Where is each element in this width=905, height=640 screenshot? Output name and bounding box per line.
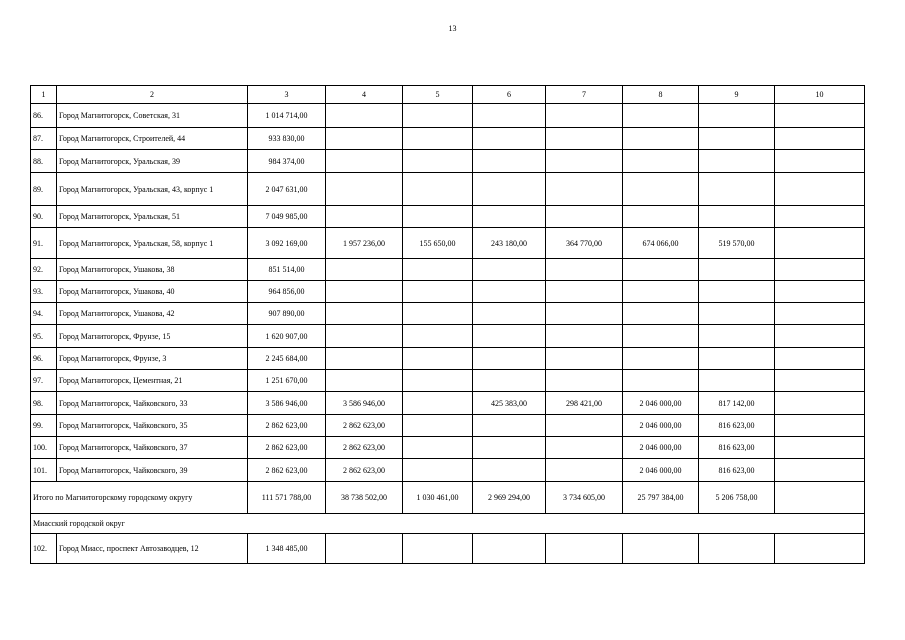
amount-cell-c10 xyxy=(775,128,865,150)
table-row xyxy=(31,259,865,281)
amount-cell-c4 xyxy=(326,281,403,303)
total-cell-c7: 3 734 605,00 xyxy=(546,482,623,514)
amount-cell-c3: 984 374,00 xyxy=(248,150,326,173)
column-number: 2 xyxy=(57,86,248,104)
table-row xyxy=(31,281,865,303)
amount-cell-c10 xyxy=(775,534,865,564)
row-number: 100. xyxy=(31,437,57,459)
amount-cell-c8 xyxy=(623,325,699,348)
amount-cell-c8: 2 046 000,00 xyxy=(623,437,699,459)
row-number: 95. xyxy=(31,325,57,348)
amount-cell-c7 xyxy=(546,104,623,128)
amount-cell-c7 xyxy=(546,303,623,325)
column-number: 4 xyxy=(326,86,403,104)
amount-cell-c7 xyxy=(546,173,623,206)
row-address: Город Магнитогорск, Чайковского, 39 xyxy=(57,459,248,482)
amount-cell-c6 xyxy=(473,437,546,459)
amount-cell-c4 xyxy=(326,150,403,173)
amount-cell-c7 xyxy=(546,459,623,482)
amount-cell-c6 xyxy=(473,150,546,173)
amount-cell-c8: 2 046 000,00 xyxy=(623,459,699,482)
amount-cell-c8 xyxy=(623,348,699,370)
amount-cell-c6 xyxy=(473,128,546,150)
row-address: Город Магнитогорск, Уральская, 51 xyxy=(57,206,248,228)
column-number: 3 xyxy=(248,86,326,104)
amount-cell-c4: 2 862 623,00 xyxy=(326,415,403,437)
amount-cell-c7 xyxy=(546,150,623,173)
row-address: Город Магнитогорск, Ушакова, 40 xyxy=(57,281,248,303)
amount-cell-c7 xyxy=(546,415,623,437)
amount-cell-c3: 2 862 623,00 xyxy=(248,415,326,437)
amount-cell-c9 xyxy=(699,303,775,325)
amount-cell-c10 xyxy=(775,281,865,303)
column-number: 6 xyxy=(473,86,546,104)
amount-cell-c8 xyxy=(623,128,699,150)
total-label: Итого по Магнитогорскому городскому округу xyxy=(31,482,248,514)
amount-cell-c6 xyxy=(473,281,546,303)
amount-cell-c7: 364 770,00 xyxy=(546,228,623,259)
row-address: Город Магнитогорск, Чайковского, 33 xyxy=(57,392,248,415)
amount-cell-c5: 155 650,00 xyxy=(403,228,473,259)
row-number: 97. xyxy=(31,370,57,392)
amount-cell-c6 xyxy=(473,259,546,281)
table-row xyxy=(31,534,865,564)
amount-cell-c8 xyxy=(623,534,699,564)
row-address: Город Миасс, проспект Автозаводцев, 12 xyxy=(57,534,248,564)
amount-cell-c4 xyxy=(326,173,403,206)
table-row xyxy=(31,206,865,228)
column-number: 8 xyxy=(623,86,699,104)
amount-cell-c10 xyxy=(775,392,865,415)
amount-cell-c5 xyxy=(403,325,473,348)
amount-cell-c4 xyxy=(326,104,403,128)
amount-cell-c9 xyxy=(699,104,775,128)
row-address: Город Магнитогорск, Ушакова, 38 xyxy=(57,259,248,281)
table-row xyxy=(31,437,865,459)
row-address: Город Магнитогорск, Уральская, 39 xyxy=(57,150,248,173)
amount-cell-c5 xyxy=(403,348,473,370)
row-address: Город Магнитогорск, Чайковского, 35 xyxy=(57,415,248,437)
row-address: Город Магнитогорск, Ушакова, 42 xyxy=(57,303,248,325)
amount-cell-c9 xyxy=(699,325,775,348)
amount-cell-c5 xyxy=(403,281,473,303)
amount-cell-c9 xyxy=(699,370,775,392)
amount-cell-c9 xyxy=(699,206,775,228)
amount-cell-c3: 907 890,00 xyxy=(248,303,326,325)
table-row xyxy=(31,104,865,128)
amount-cell-c9 xyxy=(699,128,775,150)
amount-cell-c3: 3 586 946,00 xyxy=(248,392,326,415)
amount-cell-c6 xyxy=(473,325,546,348)
amount-cell-c6: 425 383,00 xyxy=(473,392,546,415)
table-row xyxy=(31,173,865,206)
amount-cell-c8 xyxy=(623,303,699,325)
table-row xyxy=(31,370,865,392)
amount-cell-c4: 3 586 946,00 xyxy=(326,392,403,415)
amount-cell-c4 xyxy=(326,303,403,325)
amount-cell-c10 xyxy=(775,415,865,437)
row-number: 92. xyxy=(31,259,57,281)
amount-cell-c10 xyxy=(775,259,865,281)
row-address: Город Магнитогорск, Цементная, 21 xyxy=(57,370,248,392)
column-number: 9 xyxy=(699,86,775,104)
amount-cell-c10 xyxy=(775,150,865,173)
amount-cell-c6 xyxy=(473,370,546,392)
amount-cell-c9 xyxy=(699,281,775,303)
total-cell-c6: 2 969 294,00 xyxy=(473,482,546,514)
amount-cell-c3: 1 014 714,00 xyxy=(248,104,326,128)
amount-cell-c5 xyxy=(403,128,473,150)
amount-cell-c10 xyxy=(775,228,865,259)
total-cell-c9: 5 206 758,00 xyxy=(699,482,775,514)
amount-cell-c4 xyxy=(326,128,403,150)
amount-cell-c5 xyxy=(403,392,473,415)
amount-cell-c4: 2 862 623,00 xyxy=(326,437,403,459)
row-number: 89. xyxy=(31,173,57,206)
amount-cell-c6 xyxy=(473,415,546,437)
row-number: 87. xyxy=(31,128,57,150)
amount-cell-c7 xyxy=(546,437,623,459)
amount-cell-c6 xyxy=(473,206,546,228)
amount-cell-c5 xyxy=(403,303,473,325)
amount-cell-c10 xyxy=(775,173,865,206)
row-address: Город Магнитогорск, Фрунзе, 3 xyxy=(57,348,248,370)
amount-cell-c4 xyxy=(326,259,403,281)
row-number: 91. xyxy=(31,228,57,259)
amount-cell-c10 xyxy=(775,459,865,482)
amount-cell-c5 xyxy=(403,150,473,173)
amount-cell-c7 xyxy=(546,348,623,370)
amount-cell-c8 xyxy=(623,281,699,303)
amount-cell-c8 xyxy=(623,173,699,206)
amount-cell-c10 xyxy=(775,303,865,325)
amount-cell-c7 xyxy=(546,325,623,348)
amount-cell-c3: 2 047 631,00 xyxy=(248,173,326,206)
amount-cell-c6 xyxy=(473,173,546,206)
row-number: 102. xyxy=(31,534,57,564)
amount-cell-c9: 816 623,00 xyxy=(699,459,775,482)
amount-cell-c10 xyxy=(775,206,865,228)
amount-cell-c8 xyxy=(623,104,699,128)
section-title: Миасский городской округ xyxy=(31,514,865,534)
amount-cell-c4: 1 957 236,00 xyxy=(326,228,403,259)
amount-cell-c8 xyxy=(623,150,699,173)
table-row xyxy=(31,150,865,173)
amount-cell-c5 xyxy=(403,534,473,564)
amount-cell-c5 xyxy=(403,459,473,482)
amount-cell-c4 xyxy=(326,206,403,228)
column-number: 7 xyxy=(546,86,623,104)
row-number: 88. xyxy=(31,150,57,173)
amount-cell-c7 xyxy=(546,370,623,392)
amount-cell-c6 xyxy=(473,348,546,370)
row-number: 93. xyxy=(31,281,57,303)
row-number: 99. xyxy=(31,415,57,437)
row-number: 94. xyxy=(31,303,57,325)
table-row xyxy=(31,128,865,150)
table-row xyxy=(31,303,865,325)
amount-cell-c8: 2 046 000,00 xyxy=(623,415,699,437)
table-row xyxy=(31,348,865,370)
total-cell-c10 xyxy=(775,482,865,514)
amount-cell-c5 xyxy=(403,415,473,437)
column-number-row xyxy=(31,86,865,104)
amount-cell-c8: 2 046 000,00 xyxy=(623,392,699,415)
amount-cell-c5 xyxy=(403,206,473,228)
amount-cell-c5 xyxy=(403,259,473,281)
amount-cell-c7 xyxy=(546,281,623,303)
amount-cell-c8 xyxy=(623,206,699,228)
amount-cell-c3: 2 862 623,00 xyxy=(248,459,326,482)
amount-cell-c3: 933 830,00 xyxy=(248,128,326,150)
total-cell-c3: 111 571 788,00 xyxy=(248,482,326,514)
total-row xyxy=(31,482,865,514)
amount-cell-c10 xyxy=(775,325,865,348)
amount-cell-c9 xyxy=(699,173,775,206)
amount-cell-c4 xyxy=(326,325,403,348)
amount-cell-c3: 1 251 670,00 xyxy=(248,370,326,392)
amount-cell-c9: 816 623,00 xyxy=(699,437,775,459)
page-number: 13 xyxy=(448,24,457,33)
row-address: Город Магнитогорск, Чайковского, 37 xyxy=(57,437,248,459)
row-address: Город Магнитогорск, Фрунзе, 15 xyxy=(57,325,248,348)
column-number: 5 xyxy=(403,86,473,104)
row-number: 101. xyxy=(31,459,57,482)
row-address: Город Магнитогорск, Строителей, 44 xyxy=(57,128,248,150)
total-cell-c8: 25 797 384,00 xyxy=(623,482,699,514)
row-number: 98. xyxy=(31,392,57,415)
amount-cell-c3: 7 049 985,00 xyxy=(248,206,326,228)
amount-cell-c3: 851 514,00 xyxy=(248,259,326,281)
row-address: Город Магнитогорск, Уральская, 58, корпус 1 xyxy=(57,228,248,259)
amount-cell-c6 xyxy=(473,534,546,564)
amount-cell-c5 xyxy=(403,370,473,392)
column-number: 10 xyxy=(775,86,865,104)
amount-cell-c9 xyxy=(699,259,775,281)
amount-cell-c3: 1 620 907,00 xyxy=(248,325,326,348)
amount-cell-c9: 817 142,00 xyxy=(699,392,775,415)
amount-cell-c4 xyxy=(326,534,403,564)
amount-cell-c10 xyxy=(775,437,865,459)
amount-cell-c7 xyxy=(546,128,623,150)
amount-cell-c5 xyxy=(403,104,473,128)
amount-cell-c5 xyxy=(403,437,473,459)
amount-cell-c6 xyxy=(473,104,546,128)
amount-cell-c8 xyxy=(623,370,699,392)
amount-cell-c9: 519 570,00 xyxy=(699,228,775,259)
amount-cell-c4: 2 862 623,00 xyxy=(326,459,403,482)
amount-cell-c9: 816 623,00 xyxy=(699,415,775,437)
register-table xyxy=(30,85,865,564)
amount-cell-c9 xyxy=(699,348,775,370)
row-number: 96. xyxy=(31,348,57,370)
amount-cell-c7 xyxy=(546,259,623,281)
table-row xyxy=(31,228,865,259)
row-address: Город Магнитогорск, Уральская, 43, корпус 1 xyxy=(57,173,248,206)
table-row xyxy=(31,415,865,437)
amount-cell-c3: 2 245 684,00 xyxy=(248,348,326,370)
total-cell-c5: 1 030 461,00 xyxy=(403,482,473,514)
row-number: 90. xyxy=(31,206,57,228)
amount-cell-c9 xyxy=(699,150,775,173)
amount-cell-c7 xyxy=(546,206,623,228)
amount-cell-c6: 243 180,00 xyxy=(473,228,546,259)
column-number: 1 xyxy=(31,86,57,104)
amount-cell-c10 xyxy=(775,104,865,128)
amount-cell-c5 xyxy=(403,173,473,206)
amount-cell-c7 xyxy=(546,534,623,564)
total-cell-c4: 38 738 502,00 xyxy=(326,482,403,514)
amount-cell-c10 xyxy=(775,348,865,370)
amount-cell-c3: 1 348 485,00 xyxy=(248,534,326,564)
amount-cell-c8: 674 066,00 xyxy=(623,228,699,259)
table-row xyxy=(31,459,865,482)
row-address: Город Магнитогорск, Советская, 31 xyxy=(57,104,248,128)
amount-cell-c6 xyxy=(473,459,546,482)
amount-cell-c9 xyxy=(699,534,775,564)
amount-cell-c6 xyxy=(473,303,546,325)
section-row xyxy=(31,514,865,534)
amount-cell-c8 xyxy=(623,259,699,281)
amount-cell-c10 xyxy=(775,370,865,392)
table-row xyxy=(31,392,865,415)
amount-cell-c3: 2 862 623,00 xyxy=(248,437,326,459)
row-number: 86. xyxy=(31,104,57,128)
amount-cell-c7: 298 421,00 xyxy=(546,392,623,415)
table-row xyxy=(31,325,865,348)
amount-cell-c4 xyxy=(326,348,403,370)
amount-cell-c3: 964 856,00 xyxy=(248,281,326,303)
amount-cell-c4 xyxy=(326,370,403,392)
amount-cell-c3: 3 092 169,00 xyxy=(248,228,326,259)
